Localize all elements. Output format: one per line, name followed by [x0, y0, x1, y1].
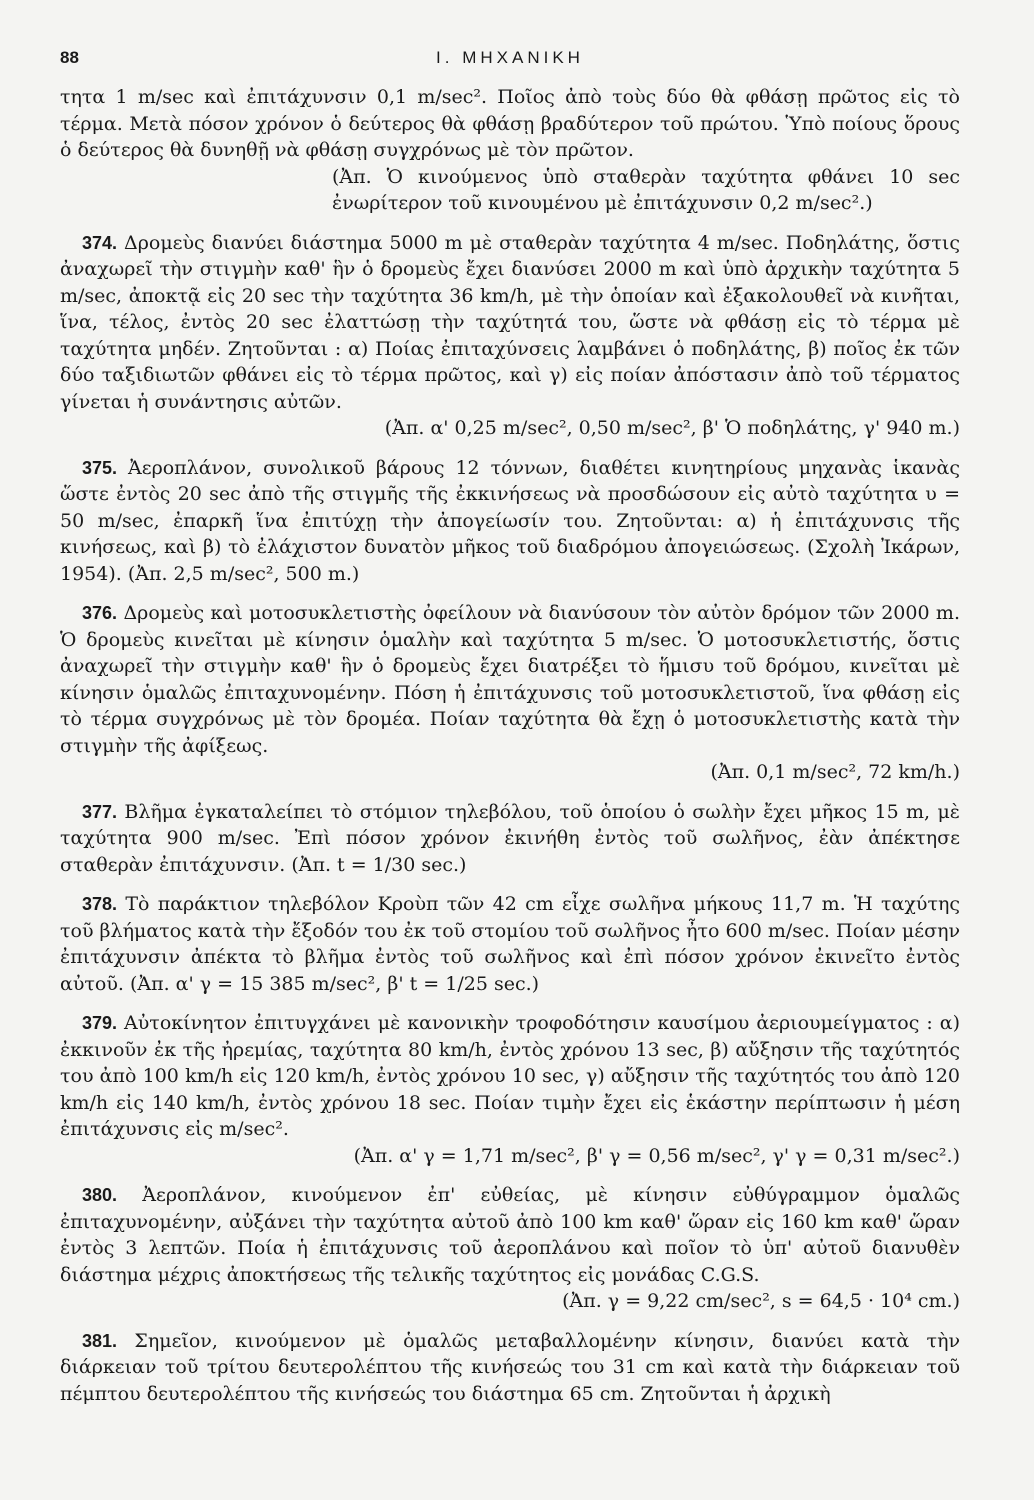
problem-answer: (Ἀπ. α' 0,25 m/sec², 0,50 m/sec², β' Ὁ ποδηλάτης, γ' 940 m.) [384, 417, 960, 439]
page-number: 88 [60, 48, 79, 67]
problem-number: 381. [82, 1330, 118, 1351]
problem-375 [60, 455, 960, 588]
problem-number: 376. [82, 603, 118, 623]
problem-text: Δρομεὺς διανύει διάστημα 5000 m μὲ σταθερὰν ταχύτητα 4 m/sec. Ποδηλάτης, ὅστις ἀναχωρεῖ τὴν στιγμὴν καθ' ἣν ὁ δρομεὺς ἔχει διανύσει 2000 m καὶ ὑπὸ ἀρχικὴν ταχύτητα 5 m/sec, ἀποκτᾷ εἰς 20 sec τὴν ταχύτητα 36 km/h, μὲ τὴν ὁποίαν καὶ ἐξακολουθεῖ νὰ κινῆται, ἵνα, τέλος, ἐντὸς 20 sec ἐλαττώσῃ τὴν ταχύτητά του, ὥστε νὰ φθάσῃ εἰς τὸ τέρμα μὲ ταχύτητα μηδέν. Ζητοῦνται : α) Ποίας ἐπιταχύνσεις λαμβάνει ὁ ποδηλάτης, β) ποῖος ἐκ τῶν δύο ταξιδιωτῶν φθάνει εἰς τὸ τέρμα πρῶτος, καὶ γ) εἰς ποίαν ἀπόστασιν ἀπὸ τοῦ τέρματος γίνεται ἡ συνάντησις αὐτῶν. [60, 231, 960, 413]
running-head: I. ΜΗΧΑΝΙΚΗ [436, 48, 584, 67]
problem-number: 379. [82, 1013, 118, 1033]
problem-378 [60, 891, 960, 997]
problem-text: Αὐτοκίνητον ἐπιτυγχάνει μὲ κανονικὴν τροφοδότησιν καυσίμου ἀεριουμείγματος : α) ἐκκινοῦν ἐκ τῆς ἠρεμίας, ταχύτητα 80 km/h, ἐντὸς χρόνου 13 sec, β) αὔξησιν τῆς ταχύτητός του ἀπὸ 100 km/h εἰς 120 km/h, ἐντὸς χρόνου 10 sec, γ) αὔξησιν τῆς ταχύτητός του ἀπὸ 120 km/h εἰς 140 km/h, ἐντὸς χρόνου 18 sec. Ποίαν τιμὴν ἔχει εἰς ἑκάστην περίπτωσιν ἡ μέση ἐπιτάχυνσις εἰς m/sec². [60, 1012, 960, 1140]
problem-number: 377. [82, 801, 118, 822]
problem-376 [60, 600, 960, 786]
problem-text: Βλῆμα ἐγκαταλείπει τὸ στόμιον τηλεβόλου, τοῦ ὁποίου ὁ σωλὴν ἔχει μῆκος 15 m, μὲ ταχύτητα 900 m/sec. Ἐπὶ πόσον χρόνον ἐκινήθη ἐντὸς τοῦ σωλῆνος, ἐὰν ἀπέκτησε σταθερὰν ἐπιτάχυνσιν. (Ἀπ. t = 1/30 sec.) [60, 800, 961, 876]
problem-text: Τὸ παράκτιον τηλεβόλον Κροὺπ τῶν 42 cm εἶχε σωλῆνα μήκους 11,7 m. Ἡ ταχύτης τοῦ βλήματος κατὰ τὴν ἔξοδόν του ἐκ τοῦ στομίου τοῦ σωλῆνος ἦτο 600 m/sec. Ποίαν μέσην ἐπιτάχυνσιν ἀπέκτα τὸ βλῆμα ἐντὸς τοῦ σωλῆνος καὶ ἐπὶ πόσον χρόνον ἐκινεῖτο ἐντὸς αὐτοῦ. (Ἀπ. α' γ = 15 385 m/sec², β' t = 1/25 sec.) [60, 893, 960, 995]
problem-answer: (Ἀπ. γ = 9,22 cm/sec², s = 64,5 · 10⁴ cm.) [562, 1290, 960, 1312]
problem-381 [60, 1328, 960, 1408]
problem-text: Ἀεροπλάνον, κινούμενον ἐπ' εὐθείας, μὲ κίνησιν εὐθύγραμμον ὁμαλῶς ἐπιταχυνομένην, αὐξάνει τὴν ταχύτητα αὐτοῦ ἀπὸ 100 km καθ' ὥραν εἰς 160 km καθ' ὥραν ἐντὸς 3 λεπτῶν. Ποία ἡ ἐπιτάχυνσις τοῦ ἀεροπλάνου καὶ ποῖον τὸ ὑπ' αὐτοῦ διανυθὲν διάστημα μέχρις ἀποκτήσεως τῆς τελικῆς ταχύτητος εἰς μονάδας C.G.S. [60, 1184, 960, 1286]
problem-374 [60, 230, 960, 442]
problem-377 [60, 799, 960, 879]
problem-text: Δρομεὺς καὶ μοτοσυκλετιστὴς ὀφείλουν νὰ διανύσουν τὸν αὐτὸν δρόμον τῶν 2000 m. Ὁ δρομεὺς κινεῖται μὲ κίνησιν ὁμαλὴν καὶ ταχύτητα 5 m/sec. Ὁ μοτοσυκλετιστής, ὅστις ἀναχωρεῖ τὴν στιγμὴν καθ' ἣν ὁ δρομεὺς ἔχει διατρέξει τὸ ἥμισυ τοῦ δρόμου, κινεῖται μὲ κίνησιν ὁμαλῶς ἐπιταχυνομένην. Πόση ἡ ἐπιτάχυνσις τοῦ μοτοσυκλετιστοῦ, ἵνα φθάσῃ εἰς τὸ τέρμα συγχρόνως μὲ τὸν δρομέα. Ποίαν ταχύτητα θὰ ἔχῃ ὁ μοτοσυκλετιστὴς κατὰ τὴν στιγμὴν τῆς ἀφίξεως. [60, 602, 960, 757]
problem-number: 378. [82, 894, 118, 914]
body-text [60, 84, 960, 1407]
problem-number: 380. [82, 1185, 118, 1205]
problem-answer: (Ἀπ. α' γ = 1,71 m/sec², β' γ = 0,56 m/sec², γ' γ = 0,31 m/sec².) [353, 1144, 960, 1167]
problem-379 [60, 1010, 960, 1169]
problem-text: Ἀεροπλάνον, συνολικοῦ βάρους 12 τόννων, διαθέτει κινητηρίους μηχανὰς ἱκανὰς ὥστε ἐντὸς 20 sec ἀπὸ τῆς στιγμῆς τῆς ἐκκινήσεως νὰ προσδώσουν εἰς αὐτὸ ταχύτητα υ = 50 m/sec, ἐπαρκῆ ἵνα ἐπιτύχῃ τὴν ἀπογείωσίν του. Ζητοῦνται: α) ἡ ἐπιτάχυνσις τῆς κινήσεως, καὶ β) τὸ ἐλάχιστον δυνατὸν μῆκος τοῦ διαδρόμου ἀπογειώσεως. (Σχολὴ Ἰκάρων, 1954). (Ἀπ. 2,5 m/sec², 500 m.) [60, 456, 960, 585]
problem-number: 374. [82, 232, 118, 253]
continuation-answer: (Ἀπ. Ὁ κινούμενος ὑπὸ σταθερὰν ταχύτητα φθάνει 10 sec ἐνωρίτερον τοῦ κινουμένου μὲ ἐπιτάχυνσιν 0,2 m/sec².) [332, 165, 960, 214]
problem-text: Σημεῖον, κινούμενον μὲ ὁμαλῶς μεταβαλλομένην κίνησιν, διανύει κατὰ τὴν διάρκειαν τοῦ τρίτου δευτερολέπτου τῆς κινήσεώς του 31 cm καὶ κατὰ τὴν διάρκειαν τοῦ πέμπτου δευτερολέπτου τῆς κινήσεώς του διάστημα 65 cm. Ζητοῦνται ἡ ἀρχικὴ [60, 1329, 961, 1405]
problem-number: 375. [82, 457, 118, 478]
problem-answer: (Ἀπ. 0,1 m/sec², 72 km/h.) [710, 761, 960, 783]
page [60, 44, 960, 1407]
problem-380 [60, 1182, 960, 1315]
page-header [60, 44, 960, 84]
continuation-text: τητα 1 m/sec καὶ ἐπιτάχυνσιν 0,1 m/sec². Ποῖος ἀπὸ τοὺς δύο θὰ φθάσῃ πρῶτος εἰς τὸ τέρμα. Μετὰ πόσον χρόνον ὁ δεύτερος θὰ φθάσῃ βραδύτερον τοῦ πρώτου. Ὑπὸ ποίους ὅρους ὁ δεύτερος θὰ δυνηθῇ νὰ φθάσῃ συγχρόνως μὲ τὸν πρῶτον. [60, 86, 960, 161]
